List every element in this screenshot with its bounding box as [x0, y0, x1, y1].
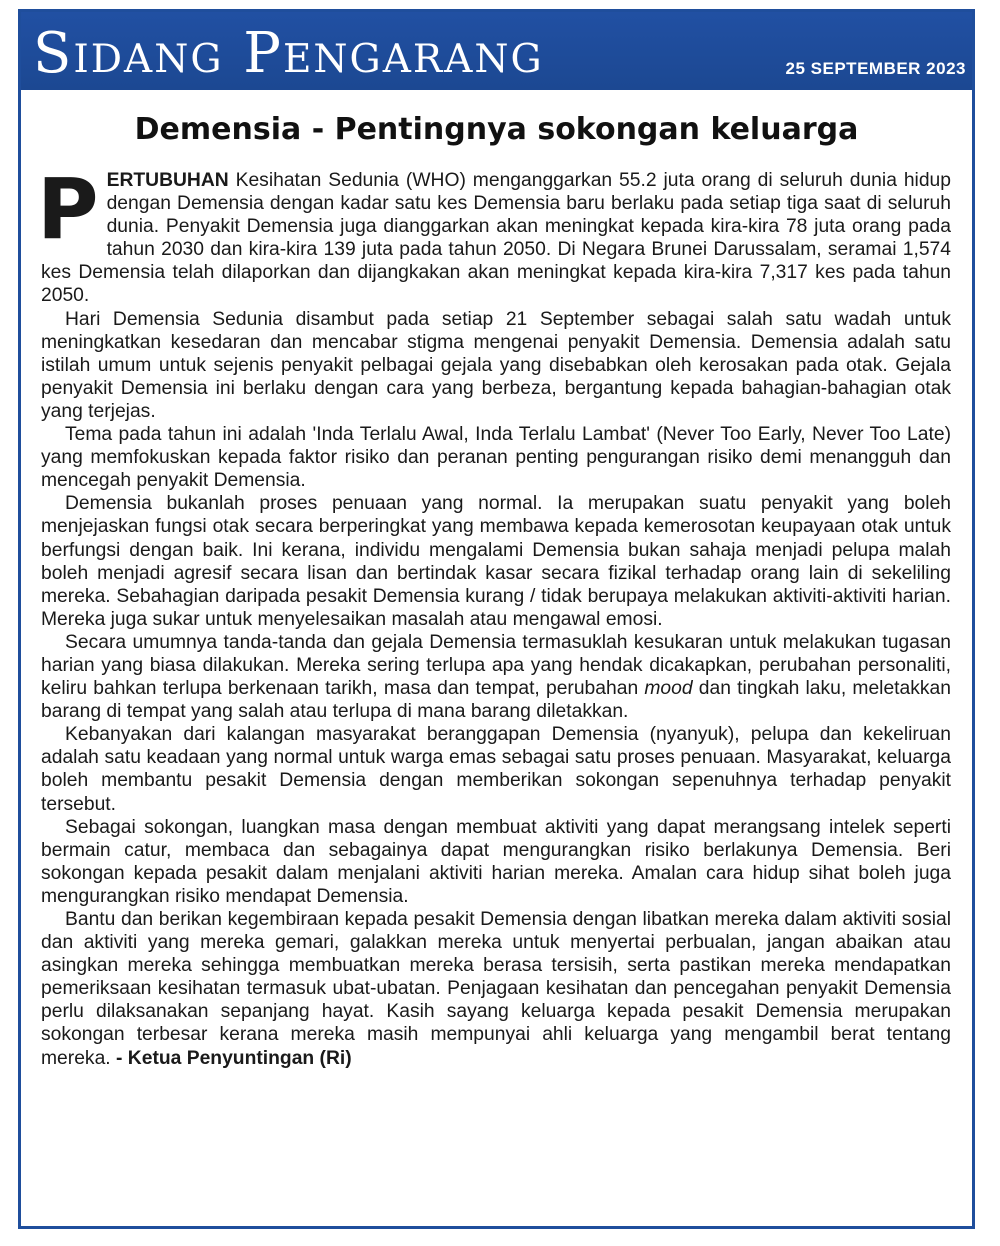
paragraph-7: Sebagai sokongan, luangkan masa dengan membuat aktiviti yang dapat merangsang intelek seperti bermain catur, membaca dan sebagainya dapat mengurangkan risiko berlakunya Demensia. Beri sokongan kepada pesakit dalam menjalani aktiviti harian mereka. Amalan cara hidup sihat boleh juga mengurangkan risiko mendapat Demensia.: [41, 816, 951, 907]
article-frame: [18, 9, 975, 1229]
paragraph-8: [41, 908, 951, 1070]
publication-date: 25 SEPTEMBER 2023: [785, 59, 966, 78]
masthead-title: Sidang Pengarang: [33, 21, 544, 86]
paragraph-1-text: Kesihatan Sedunia (WHO) menganggarkan 55.2 juta orang di seluruh dunia hidup dengan Demensia dengan kadar satu kes Demensia baru berlaku pada setiap tiga saat di seluruh dunia. Penyakit Demensia juga dianggarkan akan meningkat kepada kira-kira 78 juta orang pada tahun 2030 dan kira-kira 139 juta pada tahun 2050. Di Negara Brunei Darussalam, seramai 1,574 kes Demensia telah dilaporkan dan dijangkakan akan meningkat kepada kira-kira 7,317 kes pada tahun 2050.: [41, 170, 951, 307]
paragraph-8-text: Bantu dan berikan kegembiraan kepada pesakit Demensia dengan libatkan mereka dalam aktiviti sosial dan aktiviti yang mereka gemari, galakkan mereka untuk menyertai perbualan, jangan abaikan atau asingkan mereka sehingga membuatkan mereka berasa tersisih, serta pastikan mereka mendapatkan pemeriksaan kesihatan termasuk ubat-ubatan. Penjagaan kesihatan dan pencegahan penyakit Demensia perlu dilaksanakan sepanjang hayat. Kasih sayang keluarga kepada pesakit Demensia merupakan sokongan terbesar kerana mereka masih mempunyai ahli keluarga yang mengambil berat tentang mereka.: [41, 909, 951, 1069]
italic-term: mood: [644, 678, 693, 700]
paragraph-4: Demensia bukanlah proses penuaan yang normal. Ia merupakan suatu penyakit yang boleh menjejaskan fungsi otak secara berperingkat yang membawa kepada kemerosotan keupayaan otak untuk berfungsi dengan baik. Ini kerana, individu mengalami Demensia bukan sahaja menjadi pelupa malah boleh menjadi agresif secara lisan dan bertindak kasar secara fizikal terhadap orang lain di sekeliling mereka. Sebahagian daripada pesakit Demensia kurang / tidak berupaya melakukan aktiviti-aktiviti harian. Mereka juga sukar untuk menyelesaikan masalah atau mengawal emosi.: [41, 493, 951, 630]
paragraph-5: [41, 631, 951, 723]
paragraph-2: Hari Demensia Sedunia disambut pada setiap 21 September sebagai salah satu wadah untuk meningkatkan kesedaran dan mencabar stigma mengenai penyakit Demensia. Demensia adalah satu istilah umum untuk sejenis penyakit pelbagai gejala yang disebabkan oleh kerosakan pada otak. Gejala penyakit Demensia ini berlaku dengan cara yang berbeza, bergantung kepada bahagian-bahagian otak yang terjejas.: [41, 308, 951, 422]
paragraph-1: [37, 160, 951, 308]
drop-cap: P: [37, 160, 99, 258]
paragraph-3: Tema pada tahun ini adalah 'Inda Terlalu Awal, Inda Terlalu Lambat' (Never Too Early, Never Too Late) yang memfokuskan kepada faktor risiko dan peranan penting pengurangan risiko demi menangguh dan mencegah penyakit Demensia.: [41, 424, 951, 492]
article-body: [37, 160, 951, 1070]
article-headline: Demensia - Pentingnya sokongan keluarga: [134, 112, 859, 147]
paragraph-5-text-b: dan tingkah laku, meletakkan barang di tempat yang salah atau terlupa di mana barang diletakkan.: [41, 678, 951, 723]
paragraph-5-text-a: Secara umumnya tanda-tanda dan gejala Demensia termasuklah kesukaran untuk melakukan tugasan harian yang biasa dilakukan. Mereka sering terlupa apa yang hendak dicakapkan, perubahan personaliti, keliru bahkan terlupa berkenaan tarikh, masa dan tempat, perubahan: [41, 631, 951, 700]
masthead-banner: [21, 12, 972, 90]
lead-in-caps: ERTUBUHAN: [106, 170, 229, 191]
paragraph-6: Kebanyakan dari kalangan masyarakat beranggapan Demensia (nyanyuk), pelupa dan kekeliruan adalah satu keadaan yang normal untuk warga emas sebagai satu proses penuaan. Masyarakat, keluarga boleh membantu pesakit Demensia dengan memberikan sokongan sepenuhnya terhadap penyakit tersebut.: [41, 724, 951, 815]
author-byline: - Ketua Penyuntingan (Ri): [116, 1047, 352, 1069]
